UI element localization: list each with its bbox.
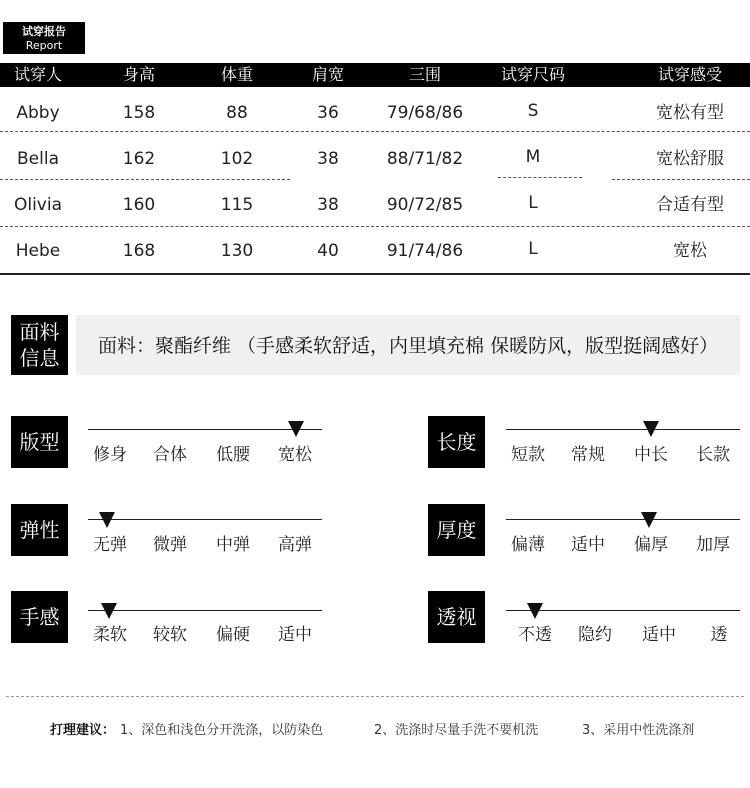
length-option: 中长 bbox=[634, 445, 668, 465]
transparency-option: 适中 bbox=[642, 625, 676, 645]
table-row bbox=[0, 228, 750, 274]
thickness-selected-marker bbox=[641, 512, 657, 528]
cell-feeling: 宽松 bbox=[673, 241, 707, 261]
cell-shoulder: 36 bbox=[317, 103, 339, 123]
thickness-option: 偏薄 bbox=[511, 535, 545, 555]
cell-size: S bbox=[527, 101, 539, 121]
table-row bbox=[0, 182, 750, 228]
row-divider bbox=[0, 131, 750, 132]
cell-feeling: 合适有型 bbox=[656, 195, 724, 215]
length-scale-line bbox=[506, 429, 740, 430]
care-tips-label: 打理建议： bbox=[50, 723, 116, 738]
stretch-label: 弹性 bbox=[11, 504, 68, 556]
report-tag-title: 试穿报告 bbox=[22, 25, 66, 38]
cell-height: 162 bbox=[122, 149, 156, 169]
fit-option: 合体 bbox=[153, 445, 187, 465]
cell-size: L bbox=[528, 193, 538, 213]
cell-weight: 130 bbox=[220, 241, 254, 261]
stretch-selected-marker bbox=[99, 512, 115, 528]
stretch-option: 无弹 bbox=[93, 535, 127, 555]
row-divider bbox=[0, 179, 290, 180]
thickness-label: 厚度 bbox=[428, 504, 485, 556]
header-weight: 体重 bbox=[220, 65, 254, 84]
fit-scale-line bbox=[88, 429, 322, 430]
report-tag bbox=[3, 22, 85, 54]
fit-label: 版型 bbox=[11, 416, 68, 468]
header-tester: 试穿人 bbox=[13, 65, 63, 84]
cell-name: Abby bbox=[16, 103, 60, 123]
cell-name: Bella bbox=[17, 149, 59, 169]
table-bottom-border bbox=[0, 273, 750, 275]
thickness-scale-line bbox=[506, 519, 740, 520]
fabric-description: 面料：聚酯纤维 （手感柔软舒适，内里填充棉 保暖防风，版型挺阔感好） bbox=[98, 335, 719, 357]
fit-option: 低腰 bbox=[216, 445, 250, 465]
cell-name: Hebe bbox=[15, 241, 61, 261]
hand-feel-scale-line bbox=[88, 610, 322, 611]
fit-option: 宽松 bbox=[278, 445, 312, 465]
cell-size: M bbox=[525, 147, 541, 167]
stretch-option: 高弹 bbox=[278, 535, 312, 555]
fabric-label bbox=[11, 315, 68, 375]
table-header bbox=[0, 63, 750, 87]
header-feeling: 试穿感受 bbox=[657, 65, 723, 84]
length-selected-marker bbox=[643, 421, 659, 437]
row-divider bbox=[498, 177, 582, 178]
header-shoulder: 肩宽 bbox=[311, 65, 345, 84]
transparency-label: 透视 bbox=[428, 591, 485, 643]
fabric-label-text: 面料信息 bbox=[19, 320, 60, 370]
stretch-scale-line bbox=[88, 519, 322, 520]
fit-option: 修身 bbox=[93, 445, 127, 465]
hand-feel-option: 适中 bbox=[278, 625, 312, 645]
care-tip-3: 3、采用中性洗涤剂 bbox=[582, 723, 695, 738]
cell-shoulder: 38 bbox=[317, 149, 339, 169]
transparency-selected-marker bbox=[527, 603, 543, 619]
hand-feel-option: 较软 bbox=[153, 625, 187, 645]
cell-feeling: 宽松舒服 bbox=[656, 149, 724, 169]
cell-measurements: 91/74/86 bbox=[386, 241, 464, 261]
hand-feel-label: 手感 bbox=[11, 591, 68, 643]
footer-divider bbox=[6, 696, 744, 697]
table-row bbox=[0, 136, 750, 182]
cell-measurements: 79/68/86 bbox=[386, 103, 464, 123]
cell-feeling: 宽松有型 bbox=[656, 103, 724, 123]
cell-weight: 88 bbox=[226, 103, 248, 123]
stretch-option: 中弹 bbox=[216, 535, 250, 555]
cell-weight: 115 bbox=[220, 195, 254, 215]
cell-height: 158 bbox=[122, 103, 156, 123]
cell-measurements: 90/72/85 bbox=[386, 195, 464, 215]
hand-feel-option: 柔软 bbox=[93, 625, 127, 645]
cell-height: 160 bbox=[122, 195, 156, 215]
row-divider bbox=[0, 226, 750, 227]
transparency-option: 不透 bbox=[518, 625, 552, 645]
hand-feel-option: 偏硬 bbox=[216, 625, 250, 645]
report-tag-subtitle: Report bbox=[25, 39, 63, 52]
thickness-option: 适中 bbox=[571, 535, 605, 555]
length-option: 长款 bbox=[696, 445, 730, 465]
cell-measurements: 88/71/82 bbox=[386, 149, 464, 169]
cell-size: L bbox=[528, 239, 538, 259]
care-tip-2: 2、洗涤时尽量手洗不要机洗 bbox=[374, 723, 539, 738]
stretch-option: 微弹 bbox=[153, 535, 187, 555]
cell-weight: 102 bbox=[220, 149, 254, 169]
cell-height: 168 bbox=[122, 241, 156, 261]
care-tip-1: 1、深色和浅色分开洗涤，以防染色 bbox=[120, 723, 324, 738]
row-divider bbox=[612, 179, 750, 180]
thickness-option: 偏厚 bbox=[634, 535, 668, 555]
transparency-option: 透 bbox=[710, 625, 728, 645]
header-measurements: 三围 bbox=[408, 65, 442, 84]
length-option: 短款 bbox=[511, 445, 545, 465]
fit-selected-marker bbox=[288, 421, 304, 437]
length-label: 长度 bbox=[428, 416, 485, 468]
hand-feel-selected-marker bbox=[101, 603, 117, 619]
table-row bbox=[0, 90, 750, 136]
cell-shoulder: 38 bbox=[317, 195, 339, 215]
length-option: 常规 bbox=[571, 445, 605, 465]
header-size: 试穿尺码 bbox=[500, 65, 566, 84]
cell-shoulder: 40 bbox=[317, 241, 339, 261]
transparency-option: 隐约 bbox=[578, 625, 612, 645]
thickness-option: 加厚 bbox=[696, 535, 730, 555]
header-height: 身高 bbox=[122, 65, 156, 84]
cell-name: Olivia bbox=[13, 195, 63, 215]
